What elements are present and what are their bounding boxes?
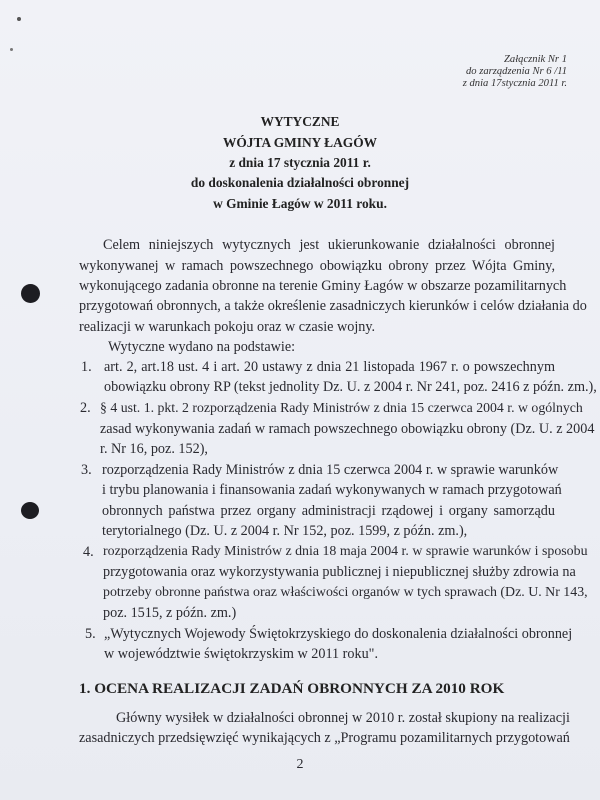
page-number: 2 <box>296 757 304 772</box>
list-item-line: w województwie świętokrzyskim w 2011 roku". <box>104 646 378 662</box>
paragraph-line: realizacji w warunkach pokoju oraz w czasie wojny. <box>79 319 376 335</box>
list-number: 2. <box>80 400 91 416</box>
document-title-subline: w Gminie Łagów w 2011 roku. <box>213 196 387 211</box>
section-heading: 1. OCENA REALIZACJI ZADAŃ OBRONNYCH ZA 2010 ROK <box>79 680 505 697</box>
paragraph-line: wykonującego zadania obronne na terenie Gminy Łagów w obszarze pozamilitarnych <box>79 278 567 294</box>
list-item-line: § 4 ust. 1. pkt. 2 rozporządzenia Rady Ministrów z dnia 15 czerwca 2004 r. w ogólnych <box>100 400 583 415</box>
list-item-line: r. Nr 16, poz. 152), <box>100 441 208 457</box>
list-number: 1. <box>81 359 92 375</box>
list-item-line: rozporządzenia Rady Ministrów z dnia 15 czerwca 2004 r. w sprawie warunków <box>102 462 559 478</box>
scan-speck <box>10 48 13 51</box>
basis-label: Wytyczne wydano na podstawie: <box>108 339 296 355</box>
document-title-subline: do doskonalenia działalności obronnej <box>190 175 410 190</box>
punch-hole <box>21 284 40 303</box>
document-title-subline: z dnia 17 stycznia 2011 r. <box>229 155 371 170</box>
list-item-line: przygotowania oraz wykorzystywania publicznej i niepublicznej służby zdrowia na <box>103 564 576 580</box>
list-item-line: rozporządzenia Rady Ministrów z dnia 18 maja 2004 r. w sprawie warunków i sposobu <box>103 544 588 559</box>
annex-line: do zarządzenia Nr 6 /11 <box>465 66 567 77</box>
annex-line: Załącznik Nr 1 <box>504 54 567 65</box>
list-item-line: obronnych państwa przez organy administracji rządowej i organy samorządu <box>102 503 555 519</box>
paragraph-line: Celem niniejszych wytycznych jest ukierunkowanie działalności obronnej <box>103 237 555 253</box>
scan-speck <box>17 17 21 21</box>
document-title: WYTYCZNE <box>260 114 340 129</box>
document-title-subline: WÓJTA GMINY ŁAGÓW <box>223 135 377 150</box>
paragraph-line: Główny wysiłek w działalności obronnej w 2010 r. został skupiony na realizacji <box>116 710 570 726</box>
paragraph-line: zasadniczych przedsięwzięć wynikających z „Programu pozamilitarnych przygotowań <box>79 730 570 746</box>
list-item-line: poz. 1515, z późn. zm.) <box>103 605 237 621</box>
list-item-line: terytorialnego (Dz. U. z 2004 r. Nr 152, poz. 1599, z późn. zm.), <box>102 523 468 539</box>
list-item-line: obowiązku obrony RP (tekst jednolity Dz. U. z 2004 r. Nr 241, poz. 2416 z późn. zm.), <box>104 379 597 395</box>
list-number: 5. <box>85 626 96 642</box>
list-number: 4. <box>83 544 94 560</box>
list-item-line: potrzeby obronne państwa oraz właściwości organów w tych sprawach (Dz. U. Nr 143, <box>103 585 588 600</box>
annex-line: z dnia 17stycznia 2011 r. <box>462 78 567 89</box>
paragraph-line: wykonywanej w ramach powszechnego obowiązku obrony przez Wójta Gminy, <box>79 258 555 274</box>
punch-hole <box>21 502 39 519</box>
list-item-line: i trybu planowania i finansowania zadań wykonywanych w ramach przygotowań <box>102 482 562 498</box>
list-item-line: „Wytycznych Wojewody Świętokrzyskiego do doskonalenia działalności obronnej <box>104 626 573 642</box>
paragraph-line: przygotowań obronnych, a także określenie zasadniczych kierunków i celów działania do <box>79 298 587 314</box>
list-number: 3. <box>81 462 92 478</box>
list-item-line: art. 2, art.18 ust. 4 i art. 20 ustawy z dnia 21 listopada 1967 r. o powszechnym <box>104 359 555 375</box>
list-item-line: zasad wykonywania zadań w ramach powszechnego obowiązku obrony (Dz. U. z 2004 <box>100 421 595 437</box>
